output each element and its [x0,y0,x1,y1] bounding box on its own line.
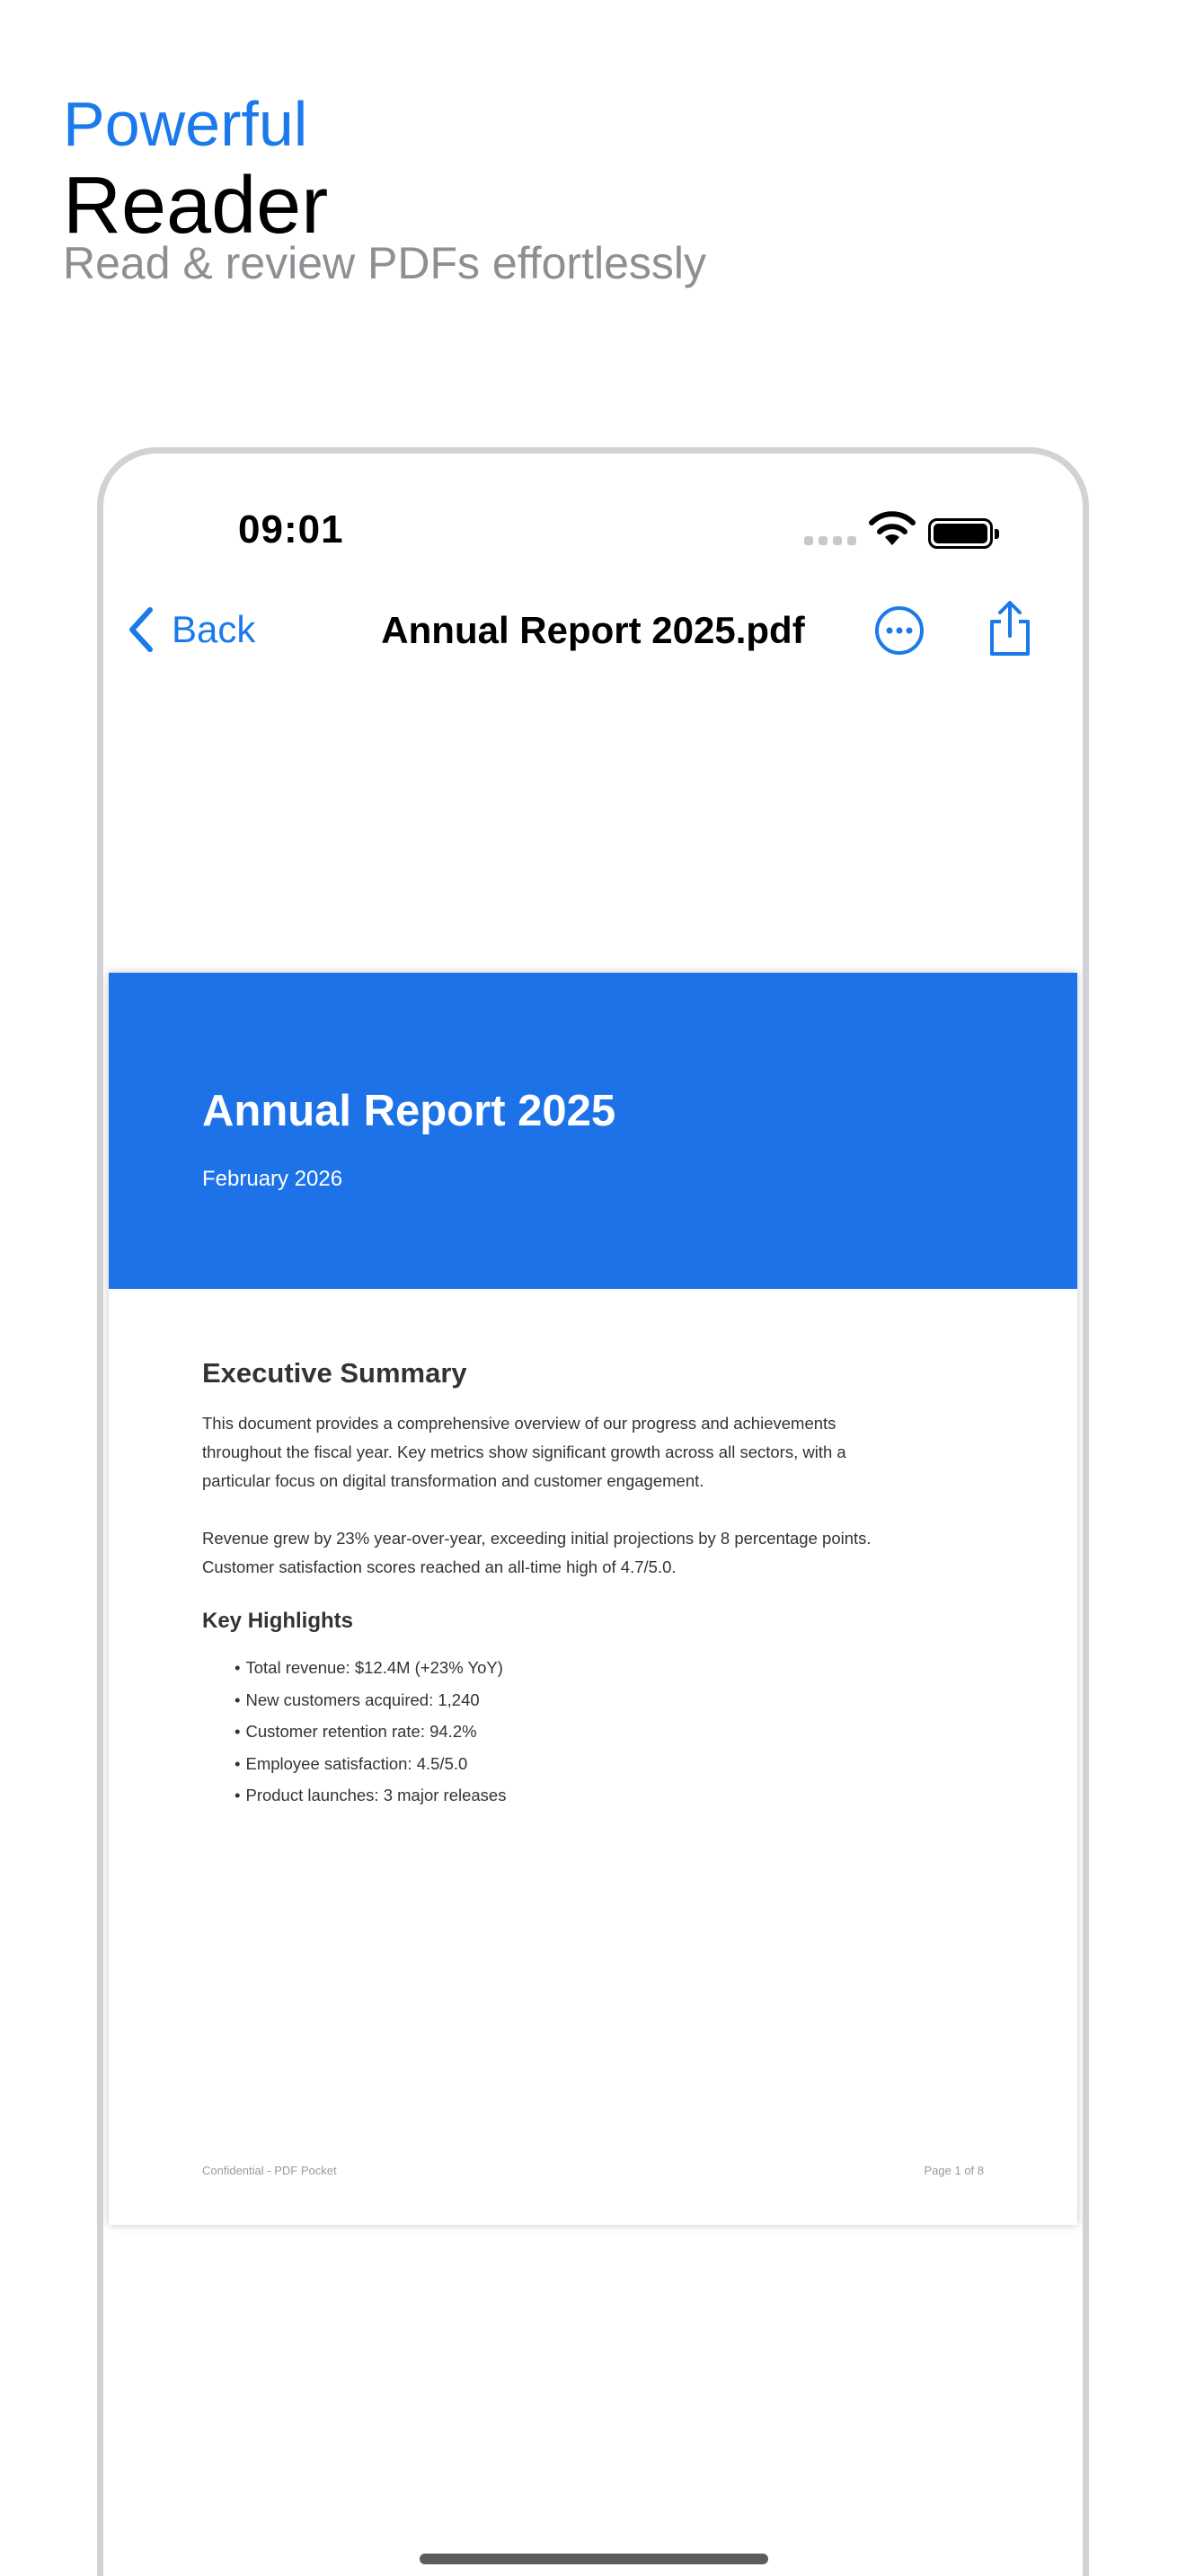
pdf-footer-left: Confidential - PDF Pocket [202,2164,337,2177]
pdf-section-heading: Executive Summary [202,1357,467,1389]
home-indicator[interactable] [420,2554,768,2564]
hero-title: Reader [63,161,329,251]
back-button-label: Back [172,608,256,650]
ellipsis-circle-icon[interactable] [874,605,925,656]
pdf-page[interactable] [109,973,1077,2225]
pdf-paragraph: Revenue grew by 23% year-over-year, exceeding initial projections by 8 percentage points. Customer satisfaction scores reached an all-time high of 4.7/5.0. [202,1529,872,1576]
pdf-title: Annual Report 2025 [202,1087,616,1135]
status-time: 09:01 [238,507,344,551]
cellular-signal-icon [804,536,856,545]
pdf-highlights-heading: Key Highlights [202,1609,354,1633]
list-item: • Employee satisfaction: 4.5/5.0 [235,1748,506,1780]
hero-subtitle: Read & review PDFs effortlessly [63,238,706,288]
list-item: • Customer retention rate: 94.2% [235,1716,506,1748]
share-icon[interactable] [986,600,1034,657]
pdf-title-banner [109,973,1077,1289]
pdf-paragraph: This document provides a comprehensive overview of our progress and achievements throughout the fiscal year. Key metrics show significant growth across all sectors, with a particular focus on digital transformation and customer engagement. [202,1414,846,1490]
hero-accent-text: Powerful [63,89,308,159]
list-item: • Total revenue: $12.4M (+23% YoY) [235,1652,506,1684]
wifi-icon [867,509,917,549]
nav-title: Annual Report 2025.pdf [381,609,805,651]
battery-icon [928,518,993,549]
list-item: • New customers acquired: 1,240 [235,1684,506,1716]
pdf-date: February 2026 [202,1167,343,1191]
device-frame [97,447,1089,2576]
pdf-highlights-list [235,1652,506,1812]
pdf-page-number: Page 1 of 8 [924,2164,984,2177]
list-item: • Product launches: 3 major releases [235,1779,506,1812]
